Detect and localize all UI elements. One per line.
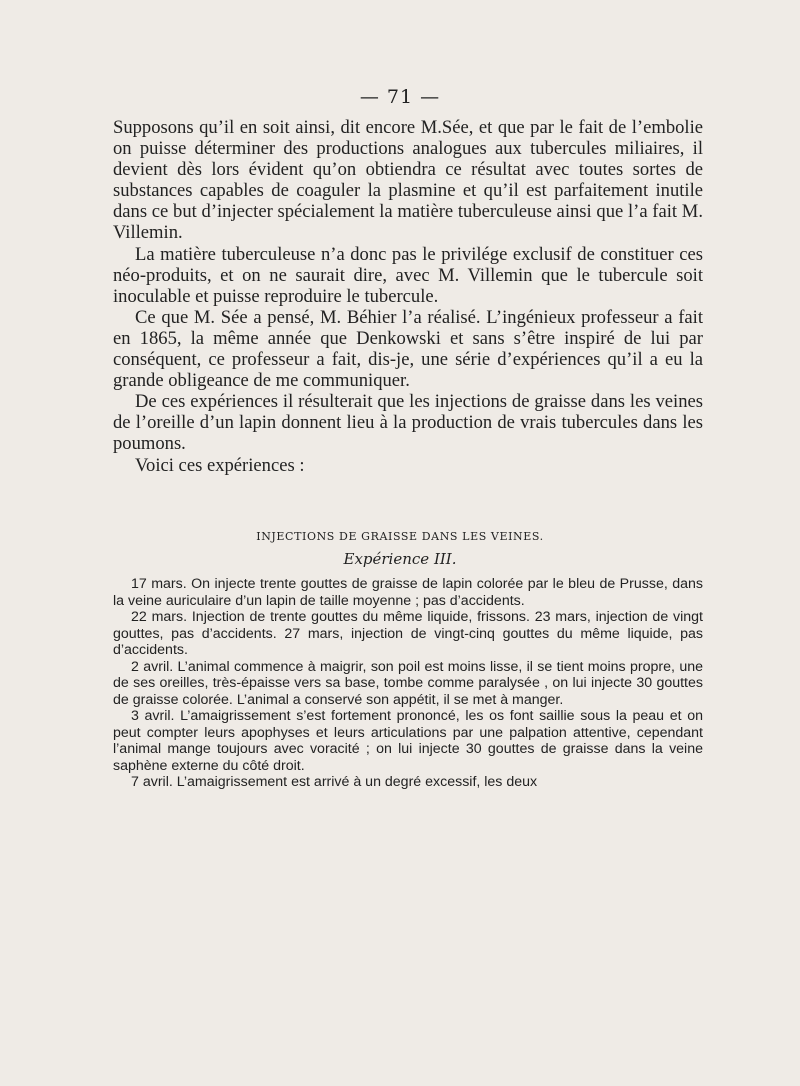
paragraph: Ce que M. Sée a pensé, M. Béhier l’a réalisé. L’ingénieux professeur a fait en 1865, la même année que Denkowski et sans s’être inspiré de lui par conséquent, ce professeur a fait, dis-je, une série d’expériences qu’il a eu la grande obligeance de me communiquer.: [113, 306, 703, 392]
paragraph: Voici ces expériences :: [135, 454, 305, 476]
page-number: — 71 —: [359, 86, 441, 108]
paragraph: La matière tuberculeuse n’a donc pas le privilége exclusif de constituer ces néo-produits, et on ne saurait dire, avec M. Villemin que le tubercule soit inoculable et puisse reproduire le tubercule.: [113, 243, 703, 307]
experiment-entry: 22 mars. Injection de trente gouttes du même liquide, frissons. 23 mars, injection de vingt gouttes, pas d’accidents. 27 mars, injection de vingt-cinq gouttes du même liquide, pas d’accidents.: [113, 609, 703, 658]
main-text: [113, 117, 703, 476]
section-heading: INJECTIONS DE GRAISSE DANS LES VEINES.: [256, 530, 544, 543]
paragraph: De ces expériences il résulterait que les injections de graisse dans les veines de l’oreille d’un lapin donnent lieu à la production de vrais tubercules dans les poumons.: [113, 391, 703, 455]
experiment-entry: 7 avril. L’amaigrissement est arrivé à un degré excessif, les deux: [131, 774, 538, 790]
experiment-entry: 17 mars. On injecte trente gouttes de graisse de lapin colorée par le bleu de Prusse, dans la veine auriculaire d’un lapin de taille moyenne ; pas d’accidents.: [113, 576, 703, 609]
experiment-title: Expérience III.: [343, 550, 457, 568]
experiment-notes: [113, 576, 703, 791]
experiment-entry: 3 avril. L’amaigrissement s’est fortement prononcé, les os font saillie sous la peau et on peut compter leurs apophyses et leurs articulations par une palpation attentive, cependant l’animal mange toujours avec voracité ; on lui injecte 30 gouttes de graisse dans la veine saphène externe du côté droit.: [113, 708, 703, 774]
experiment-entry: 2 avril. L’animal commence à maigrir, son poil est moins lisse, il se tient moins propre, une de ses oreilles, très-épaisse vers sa base, tombe comme paralysée , on lui injecte 30 gouttes de graisse colorée. L’animal a conservé son appétit, il se met à manger.: [113, 658, 703, 708]
paragraph: Supposons qu’il en soit ainsi, dit encore M.Sée, et que par le fait de l’embolie on puisse déterminer des productions analogues aux tubercules miliaires, il devient dès lors évident qu’on obtiendra ce résultat avec toutes sortes de substances capables de coaguler la plasmine et qu’il est parfaitement inutile dans ce but d’injecter spécialement la matière tuberculeuse ainsi que l’a fait M. Villemin.: [113, 117, 703, 244]
